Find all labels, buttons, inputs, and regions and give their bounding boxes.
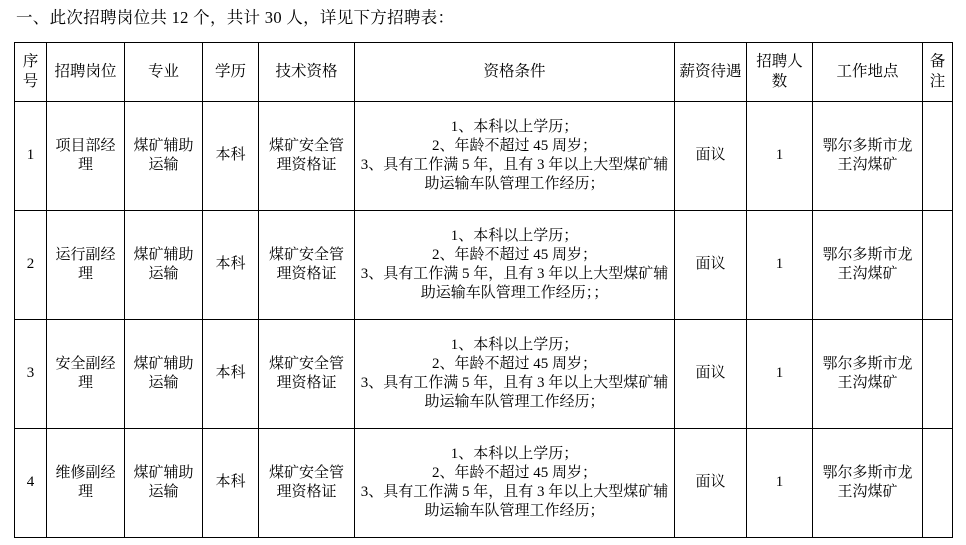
cell-major: 煤矿辅助运输 bbox=[125, 429, 203, 538]
condition-line: 2、年龄不超过 45 周岁； bbox=[431, 246, 597, 263]
cell-salary: 面议 bbox=[675, 429, 747, 538]
cell-place: 鄂尔多斯市龙王沟煤矿 bbox=[813, 429, 923, 538]
cell-conditions bbox=[355, 211, 675, 320]
condition-line: 2、年龄不超过 45 周岁； bbox=[431, 355, 597, 372]
condition-line: 3、具有工作满 5 年，且有 3 年以上大型煤矿辅助运输车队管理工作经历；； bbox=[360, 266, 669, 302]
table-header-row bbox=[15, 43, 953, 102]
column-header-seq: 序号 bbox=[15, 43, 47, 102]
cell-place: 鄂尔多斯市龙王沟煤矿 bbox=[813, 102, 923, 211]
column-header-conditions: 资格条件 bbox=[355, 43, 675, 102]
cell-education: 本科 bbox=[203, 102, 259, 211]
cell-conditions bbox=[355, 320, 675, 429]
cell-certificate: 煤矿安全管理资格证 bbox=[259, 102, 355, 211]
condition-line: 3、具有工作满 5 年，且有 3 年以上大型煤矿辅助运输车队管理工作经历； bbox=[360, 375, 669, 411]
cell-count: 1 bbox=[747, 429, 813, 538]
column-header-salary: 薪资待遇 bbox=[675, 43, 747, 102]
recruitment-table bbox=[14, 42, 953, 538]
cell-salary: 面议 bbox=[675, 102, 747, 211]
cell-conditions bbox=[355, 429, 675, 538]
cell-salary: 面议 bbox=[675, 211, 747, 320]
column-header-post: 招聘岗位 bbox=[47, 43, 125, 102]
table-header bbox=[15, 43, 953, 102]
cell-count: 1 bbox=[747, 102, 813, 211]
cell-seq: 3 bbox=[15, 320, 47, 429]
condition-line: 3、具有工作满 5 年，且有 3 年以上大型煤矿辅助运输车队管理工作经历； bbox=[360, 484, 669, 520]
cell-major: 煤矿辅助运输 bbox=[125, 211, 203, 320]
cell-education: 本科 bbox=[203, 211, 259, 320]
cell-certificate: 煤矿安全管理资格证 bbox=[259, 320, 355, 429]
cell-education: 本科 bbox=[203, 429, 259, 538]
condition-line: 3、具有工作满 5 年，且有 3 年以上大型煤矿辅助运输车队管理工作经历； bbox=[360, 157, 669, 193]
cell-salary: 面议 bbox=[675, 320, 747, 429]
condition-line: 1、本科以上学历； bbox=[450, 445, 579, 462]
cell-conditions bbox=[355, 102, 675, 211]
cell-post: 运行副经理 bbox=[47, 211, 125, 320]
condition-line: 2、年龄不超过 45 周岁； bbox=[431, 137, 597, 154]
cell-place: 鄂尔多斯市龙王沟煤矿 bbox=[813, 320, 923, 429]
intro-paragraph: 一、此次招聘岗位共 12 个，共计 30 人，详见下方招聘表： bbox=[16, 8, 455, 27]
cell-post: 维修副经理 bbox=[47, 429, 125, 538]
cell-place: 鄂尔多斯市龙王沟煤矿 bbox=[813, 211, 923, 320]
cell-education: 本科 bbox=[203, 320, 259, 429]
recruitment-table-wrapper bbox=[14, 42, 952, 538]
condition-line: 1、本科以上学历； bbox=[450, 118, 579, 135]
cell-certificate: 煤矿安全管理资格证 bbox=[259, 211, 355, 320]
table-body bbox=[15, 102, 953, 538]
condition-line: 2、年龄不超过 45 周岁； bbox=[431, 464, 597, 481]
cell-post: 安全副经理 bbox=[47, 320, 125, 429]
table-row bbox=[15, 320, 953, 429]
cell-remark bbox=[923, 102, 953, 211]
cell-major: 煤矿辅助运输 bbox=[125, 102, 203, 211]
cell-count: 1 bbox=[747, 211, 813, 320]
cell-remark bbox=[923, 429, 953, 538]
column-header-certificate: 技术资格 bbox=[259, 43, 355, 102]
column-header-major: 专业 bbox=[125, 43, 203, 102]
cell-seq: 1 bbox=[15, 102, 47, 211]
table-row bbox=[15, 429, 953, 538]
column-header-education: 学历 bbox=[203, 43, 259, 102]
column-header-place: 工作地点 bbox=[813, 43, 923, 102]
table-row bbox=[15, 102, 953, 211]
cell-remark bbox=[923, 320, 953, 429]
condition-line: 1、本科以上学历； bbox=[450, 336, 579, 353]
column-header-count: 招聘人数 bbox=[747, 43, 813, 102]
condition-line: 1、本科以上学历； bbox=[450, 227, 579, 244]
table-row bbox=[15, 211, 953, 320]
cell-major: 煤矿辅助运输 bbox=[125, 320, 203, 429]
column-header-remark: 备注 bbox=[923, 43, 953, 102]
cell-count: 1 bbox=[747, 320, 813, 429]
cell-remark bbox=[923, 211, 953, 320]
cell-seq: 2 bbox=[15, 211, 47, 320]
cell-seq: 4 bbox=[15, 429, 47, 538]
cell-certificate: 煤矿安全管理资格证 bbox=[259, 429, 355, 538]
cell-post: 项目部经理 bbox=[47, 102, 125, 211]
